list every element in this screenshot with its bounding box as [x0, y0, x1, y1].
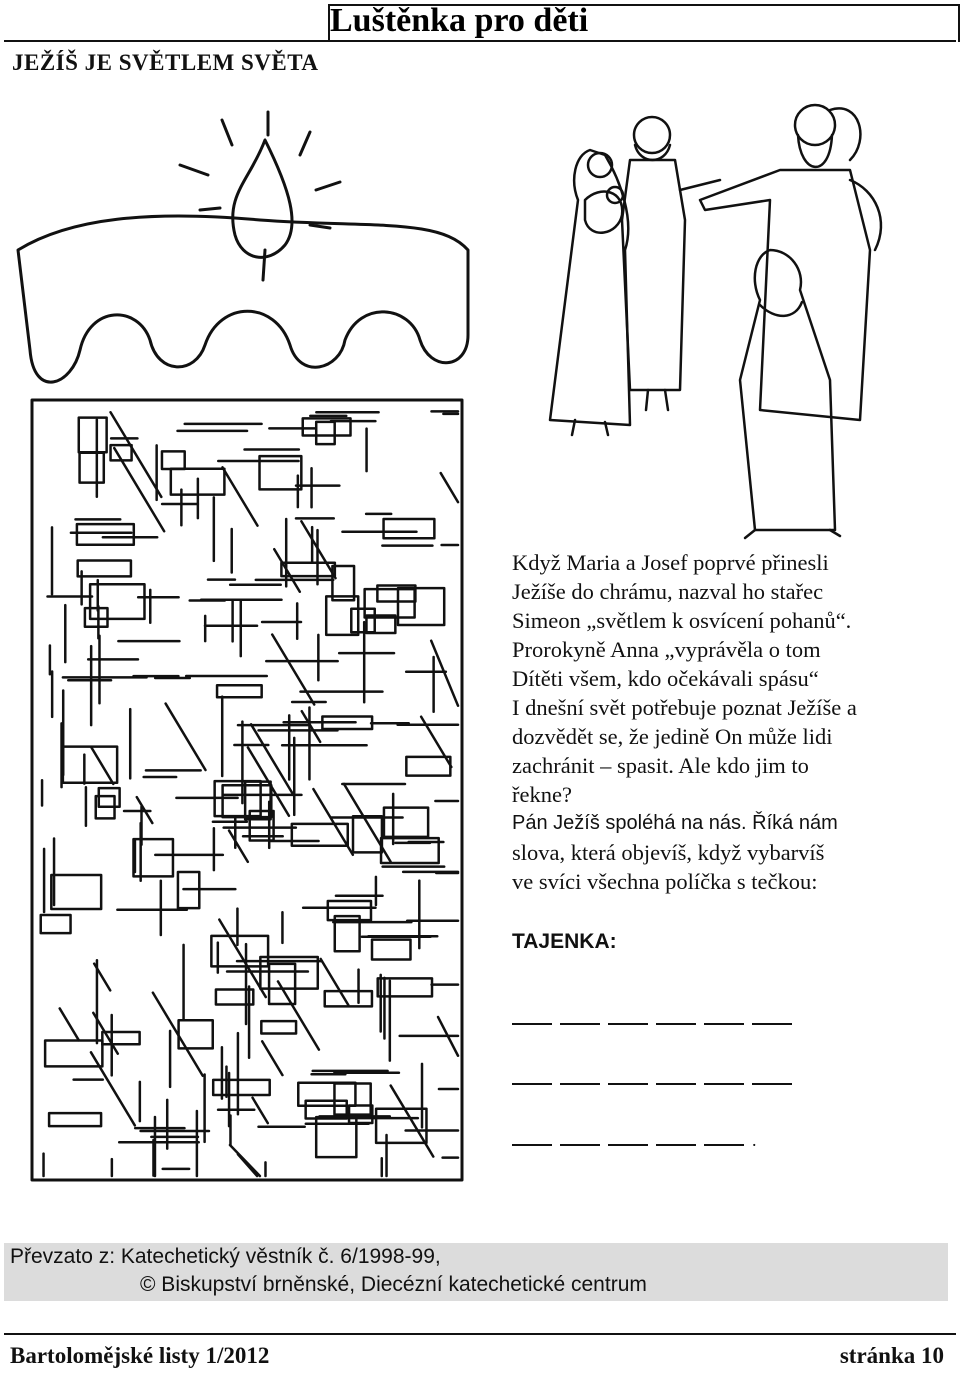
- story-line: ve svíci všechna políčka s tečkou:: [512, 869, 818, 894]
- maze-cell: [261, 1021, 296, 1033]
- maze-cell: [162, 451, 185, 469]
- answer-blank: [704, 1082, 744, 1085]
- story-line: řekne?: [512, 782, 572, 807]
- candle-wax-top: [18, 216, 468, 382]
- maze-cell: [406, 757, 450, 776]
- maze-cell: [79, 418, 107, 453]
- answer-blank: [752, 1082, 792, 1085]
- source-box: [4, 1243, 948, 1301]
- maze-segment: [223, 467, 258, 525]
- maze-cell: [216, 989, 253, 1004]
- publication-name: Bartolomějské listy 1/2012: [10, 1343, 270, 1368]
- maze-cell: [372, 940, 410, 960]
- maze-segment: [272, 635, 314, 705]
- joseph-figure: [622, 117, 720, 410]
- answer-blanks-row-2: [512, 1072, 800, 1090]
- answer-blank: [560, 1082, 600, 1085]
- answer-blank: [656, 1022, 696, 1025]
- maze-segment: [302, 711, 320, 742]
- answer-blank: [560, 1022, 600, 1025]
- maze-cell: [77, 524, 134, 545]
- maze-cell: [217, 685, 262, 697]
- temple-presentation-illustration: [530, 80, 950, 550]
- anna-figure: [740, 250, 840, 538]
- answer-blank: [512, 1022, 552, 1025]
- maze-segment: [60, 1008, 79, 1040]
- light-rays-icon: [180, 112, 340, 228]
- maze-cell: [326, 596, 358, 634]
- source-line-1: Převzato z: Katechetický věstník č. 6/1998-99,: [10, 1245, 441, 1268]
- maze-cell: [269, 964, 295, 1004]
- maze-cell: [384, 519, 435, 538]
- maze-cell: [80, 453, 104, 483]
- simeon-figure: [700, 105, 881, 420]
- story-line: Pán Ježíš spoléhá na nás. Říká nám: [512, 812, 838, 834]
- answer-blanks-row-1: [512, 1012, 800, 1030]
- maze-segment: [431, 641, 458, 706]
- maze-cell: [223, 785, 272, 817]
- maze-segment: [238, 1154, 257, 1176]
- answer-blank: [656, 1082, 696, 1085]
- story-line: dozvědět se, že jedině On může lidi: [512, 724, 833, 749]
- story-text: [512, 548, 944, 896]
- maze-segment: [166, 704, 206, 770]
- answer-blank: [608, 1082, 648, 1085]
- page-title: JEŽÍŠ JE SVĚTLEM SVĚTA: [12, 50, 319, 75]
- maze-segment: [441, 473, 458, 502]
- story-line: Prorokyně Anna „vyprávěla o tom: [512, 637, 821, 662]
- maze-cell: [133, 839, 172, 876]
- story-line: slova, která objevíš, když vybarvíš: [512, 840, 825, 865]
- answer-blank: [656, 1143, 696, 1146]
- answer-label: TAJENKA:: [512, 930, 617, 953]
- answer-blank: [608, 1143, 648, 1146]
- maze-segment: [278, 981, 319, 1049]
- maze-cell: [85, 608, 108, 627]
- maze-cell: [78, 560, 131, 576]
- maze-cell: [378, 978, 432, 996]
- answer-blank: [608, 1022, 648, 1025]
- story-line: zachránit – spasit. Ale kdo jim to: [512, 753, 809, 778]
- maze-cell: [49, 1113, 101, 1126]
- answer-blanks-row-3: [512, 1130, 757, 1151]
- maze-segment: [262, 1041, 282, 1075]
- story-line: Simeon „světlem k osvícení pohanů“.: [512, 608, 852, 633]
- candle-maze-illustration: [10, 100, 480, 1200]
- maze-cell: [365, 589, 415, 617]
- maze-cell: [45, 1041, 102, 1067]
- maze-segment: [92, 748, 114, 784]
- header-rule: [4, 40, 956, 42]
- story-line: Dítěti všem, kdo očekávali spásu“: [512, 666, 819, 691]
- answer-end-mark: .: [752, 1130, 757, 1150]
- page-number: stránka 10: [839, 1343, 944, 1368]
- maze-cell: [99, 788, 120, 807]
- story-line: Ježíše do chrámu, nazval ho stařec: [512, 579, 824, 604]
- answer-blank: [704, 1022, 744, 1025]
- maze-cell: [316, 422, 334, 444]
- maze-cell: [51, 875, 101, 909]
- flame-icon: [233, 140, 292, 257]
- maze-cell: [398, 588, 444, 625]
- maze-cell: [334, 1083, 370, 1114]
- maze-cell: [41, 915, 71, 933]
- source-line-2: © Biskupství brněnské, Diecézní katechetické centrum: [140, 1273, 647, 1296]
- answer-blank: [560, 1143, 600, 1146]
- footer-rule: [4, 1333, 956, 1335]
- answer-blank: [512, 1143, 552, 1146]
- answer-blank: [704, 1143, 744, 1146]
- mary-with-child-figure: [550, 150, 630, 435]
- answer-blank: [752, 1022, 792, 1025]
- maze-cell: [376, 1109, 426, 1143]
- puzzle-title: Luštěnka pro děti: [330, 2, 589, 39]
- maze-segment: [219, 920, 265, 997]
- maze-cell: [384, 808, 428, 837]
- answer-blank: [512, 1082, 552, 1085]
- story-line: Když Maria a Josef poprvé přinesli: [512, 550, 829, 575]
- story-line: I dnešní svět potřebuje poznat Ježíše a: [512, 695, 857, 720]
